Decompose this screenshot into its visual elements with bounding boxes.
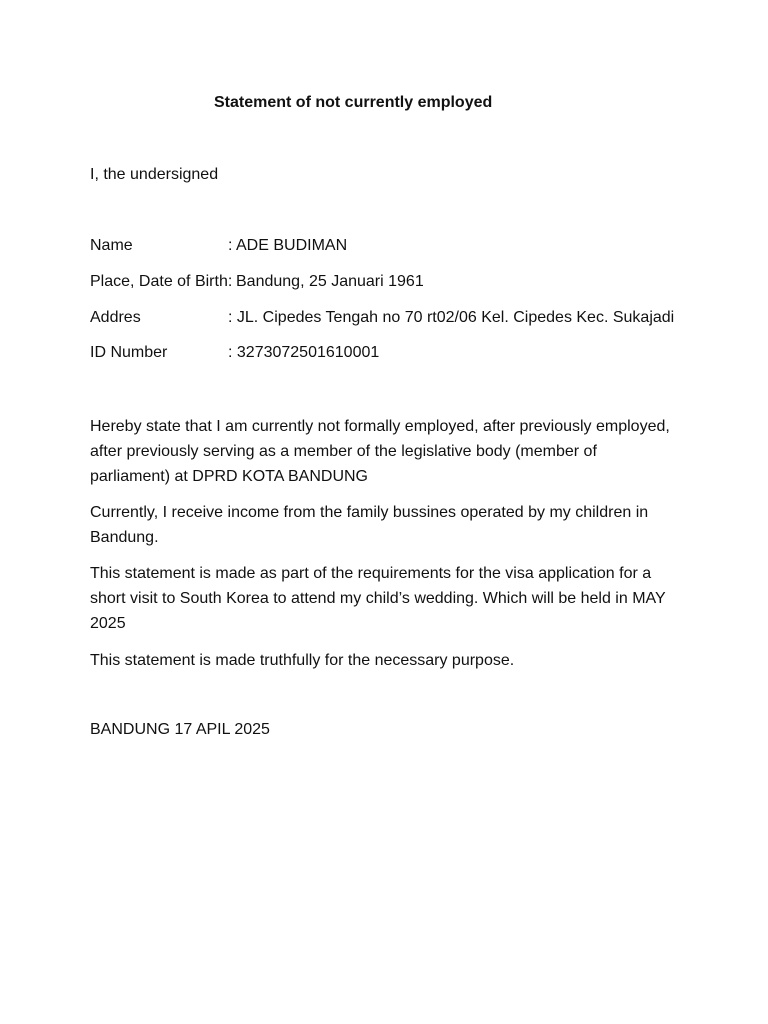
field-address-label: Addres [90, 309, 141, 326]
purpose-paragraph: This statement is made as part of the requirements for the visa application for a short visit to South Korea to attend my child’s wedding. Which will be held in MAY 2025 [90, 565, 666, 632]
field-address-value: : JL. Cipedes Tengah no 70 rt02/06 Kel. Cipedes Kec. Sukajadi [228, 309, 675, 326]
field-name-label: Name [90, 237, 133, 254]
field-id-number-value: : 3273072501610001 [228, 344, 380, 361]
place-date: BANDUNG 17 APIL 2025 [90, 721, 270, 738]
field-id-number-label: ID Number [90, 344, 168, 361]
income-paragraph: Currently, I receive income from the family bussines operated by my children in Bandung. [90, 504, 649, 546]
field-name-value: : ADE BUDIMAN [228, 237, 348, 254]
field-birth-value: Bandung, 25 Januari 1961 [236, 273, 424, 290]
statement-paragraph: Hereby state that I am currently not formally employed, after previously employed, after previously serving as a member of the legislative body (member of parliament) at DPRD KOTA BANDUNG [90, 418, 670, 485]
document-title: Statement of not currently employed [214, 94, 493, 111]
field-birth-label: Place, Date of Birth: [90, 273, 233, 290]
intro-text: I, the undersigned [90, 166, 219, 183]
truthful-paragraph: This statement is made truthfully for the necessary purpose. [90, 652, 515, 669]
